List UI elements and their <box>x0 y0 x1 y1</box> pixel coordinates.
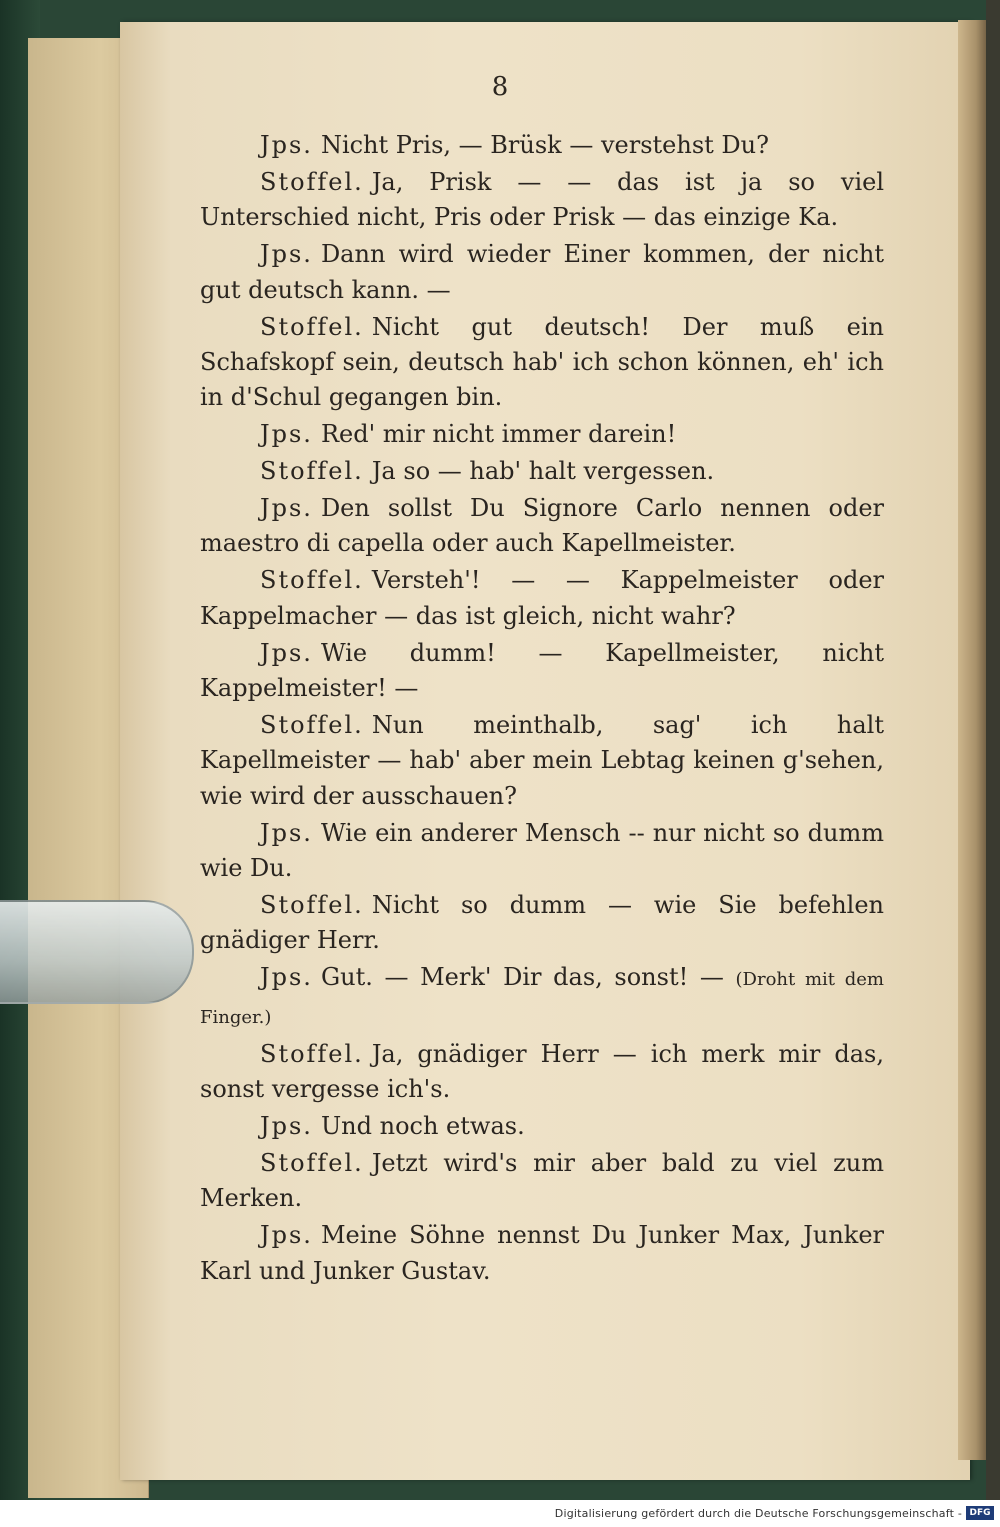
dfg-logo-icon: DFG <box>966 1506 994 1520</box>
scanner-clip <box>0 900 194 1004</box>
stage-direction: (Droht mit dem Finger.) <box>200 969 884 1028</box>
line: Nicht so dumm — wie Sie befehlen gnädiger Herr. <box>200 891 884 955</box>
paragraph <box>200 165 884 236</box>
speaker: Jps. <box>260 818 313 847</box>
speaker: Jps. <box>260 420 313 449</box>
line: Jetzt wird's mir aber bald zu viel zum Merken. <box>200 1148 884 1213</box>
paragraph <box>200 237 884 308</box>
line: Dann wird wieder Einer kommen, der nicht gut deutsch kann. — <box>200 240 884 304</box>
paragraph <box>200 1218 884 1289</box>
line: Ja, Prisk — — das ist ja so viel Unterschied nicht, Pris oder Prisk — das einzige Ka. <box>200 167 884 232</box>
paragraph <box>200 888 884 959</box>
line: Meine Söhne nennst Du Junker Max, Junker Karl und Junker Gustav. <box>200 1221 884 1285</box>
paragraph <box>200 1146 884 1217</box>
speaker: Stoffel. <box>260 1148 364 1177</box>
speaker: Stoffel. <box>260 891 364 920</box>
paragraph <box>200 816 884 887</box>
paragraph <box>200 1109 884 1144</box>
line: Wie dumm! — Kapellmeister, nicht Kappelmeister! — <box>200 638 884 703</box>
line: Red' mir nicht immer darein! <box>320 420 677 449</box>
paragraph <box>200 454 884 489</box>
line: Nicht gut deutsch! Der muß ein Schafskopf sein, deutsch hab' ich schon können, eh' ich in d'Schul gegangen bin. <box>200 312 884 412</box>
paragraph <box>200 636 884 707</box>
speaker: Stoffel. <box>260 566 364 595</box>
paragraph <box>200 417 884 452</box>
paragraph <box>200 1037 884 1108</box>
speaker: Stoffel. <box>260 1039 364 1068</box>
speaker: Jps. <box>260 638 313 667</box>
paragraph <box>200 128 884 163</box>
paragraph <box>200 960 884 1035</box>
line: Den sollst Du Signore Carlo nennen oder maestro di capella oder auch Kapellmeister. <box>200 494 884 558</box>
speaker: Stoffel. <box>260 312 364 341</box>
line: Und noch etwas. <box>320 1111 525 1140</box>
line: Wie ein anderer Mensch -- nur nicht so dumm wie Du. <box>200 818 884 883</box>
speaker: Jps. <box>260 131 313 159</box>
page-number: 8 <box>491 72 509 102</box>
line: Nun meinthalb, sag' ich halt Kapellmeister — hab' aber mein Lebtag keinen g'sehen, wie wird der ausschauen? <box>200 711 884 810</box>
speaker: Stoffel. <box>260 457 364 486</box>
paragraph <box>200 310 884 416</box>
funding-credit: Digitalisierung gefördert durch die Deutsche Forschungsgemeinschaft - <box>554 1507 962 1520</box>
speaker: Stoffel. <box>260 711 364 739</box>
line: Ja, gnädiger Herr — ich merk mir das, sonst vergesse ich's. <box>200 1039 884 1104</box>
speaker: Jps. <box>260 240 313 269</box>
paragraph <box>200 563 884 634</box>
page-edge-right <box>958 20 988 1460</box>
binding-strip <box>986 0 1000 1500</box>
footer-bar <box>0 1500 1000 1527</box>
speaker: Jps. <box>260 1111 313 1140</box>
speaker: Jps. <box>260 494 313 523</box>
line: Nicht Pris, — Brüsk — verstehst Du? <box>320 131 769 159</box>
speaker: Stoffel. <box>260 167 364 196</box>
line: Gut. — Merk' Dir das, sonst! — <box>320 963 724 992</box>
paragraph <box>200 708 884 814</box>
page-text <box>200 128 884 1291</box>
speaker: Jps. <box>260 963 313 992</box>
paragraph <box>200 491 884 562</box>
line: Versteh'! — — Kappelmeister oder Kappelmacher — das ist gleich, nicht wahr? <box>200 566 884 630</box>
speaker: Jps. <box>260 1221 313 1250</box>
line: Ja so — hab' halt vergessen. <box>371 457 715 486</box>
